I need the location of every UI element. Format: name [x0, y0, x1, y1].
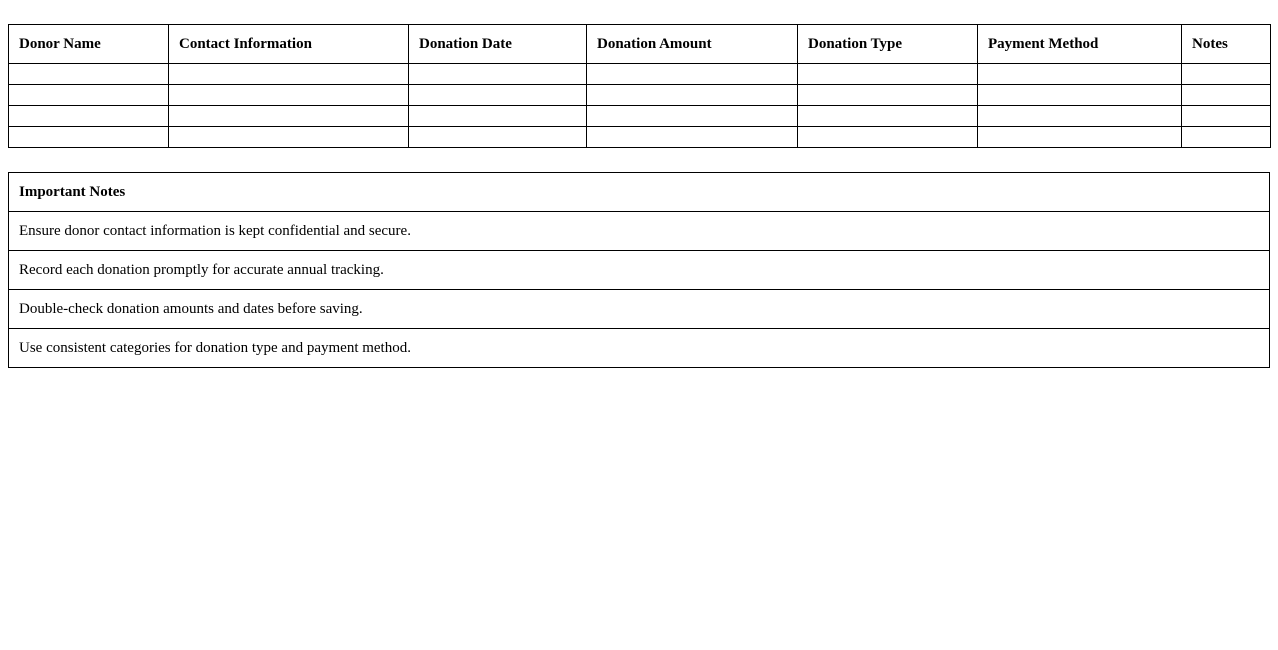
notes-header-row: [9, 173, 1270, 212]
column-header-contact-information: Contact Information: [169, 25, 409, 64]
table-cell[interactable]: [1182, 127, 1271, 148]
table-cell[interactable]: [798, 85, 978, 106]
table-cell[interactable]: [409, 106, 587, 127]
table-cell[interactable]: [409, 64, 587, 85]
table-cell[interactable]: [169, 127, 409, 148]
table-cell[interactable]: [1182, 85, 1271, 106]
table-row: [9, 127, 1271, 148]
table-row: [9, 85, 1271, 106]
table-cell[interactable]: [1182, 64, 1271, 85]
donation-log-table: [8, 24, 1271, 148]
column-header-donation-amount: Donation Amount: [587, 25, 798, 64]
table-cell[interactable]: [9, 127, 169, 148]
table-cell[interactable]: [587, 64, 798, 85]
table-cell[interactable]: [978, 85, 1182, 106]
table-cell[interactable]: [409, 85, 587, 106]
table-cell[interactable]: [9, 85, 169, 106]
table-cell[interactable]: [169, 64, 409, 85]
note-row: [9, 290, 1270, 329]
table-cell[interactable]: [587, 127, 798, 148]
table-cell[interactable]: [978, 127, 1182, 148]
table-cell[interactable]: [409, 127, 587, 148]
table-row: [9, 106, 1271, 127]
table-cell[interactable]: [9, 106, 169, 127]
notes-heading: Important Notes: [9, 173, 1270, 212]
table-cell[interactable]: [978, 64, 1182, 85]
table-cell[interactable]: [798, 106, 978, 127]
column-header-payment-method: Payment Method: [978, 25, 1182, 64]
column-header-donor-name: Donor Name: [9, 25, 169, 64]
table-cell[interactable]: [169, 85, 409, 106]
table-cell[interactable]: [587, 106, 798, 127]
note-item: Record each donation promptly for accurate annual tracking.: [9, 251, 1270, 290]
table-cell[interactable]: [798, 127, 978, 148]
column-header-donation-date: Donation Date: [409, 25, 587, 64]
table-row: [9, 64, 1271, 85]
table-cell[interactable]: [587, 85, 798, 106]
column-header-notes: Notes: [1182, 25, 1271, 64]
note-item: Double-check donation amounts and dates before saving.: [9, 290, 1270, 329]
column-header-donation-type: Donation Type: [798, 25, 978, 64]
table-header-row: [9, 25, 1271, 64]
important-notes-table: [8, 172, 1270, 368]
note-row: [9, 212, 1270, 251]
note-row: [9, 251, 1270, 290]
table-cell[interactable]: [978, 106, 1182, 127]
table-cell[interactable]: [169, 106, 409, 127]
note-item: Use consistent categories for donation type and payment method.: [9, 329, 1270, 368]
note-item: Ensure donor contact information is kept confidential and secure.: [9, 212, 1270, 251]
table-cell[interactable]: [1182, 106, 1271, 127]
table-cell[interactable]: [9, 64, 169, 85]
note-row: [9, 329, 1270, 368]
table-cell[interactable]: [798, 64, 978, 85]
